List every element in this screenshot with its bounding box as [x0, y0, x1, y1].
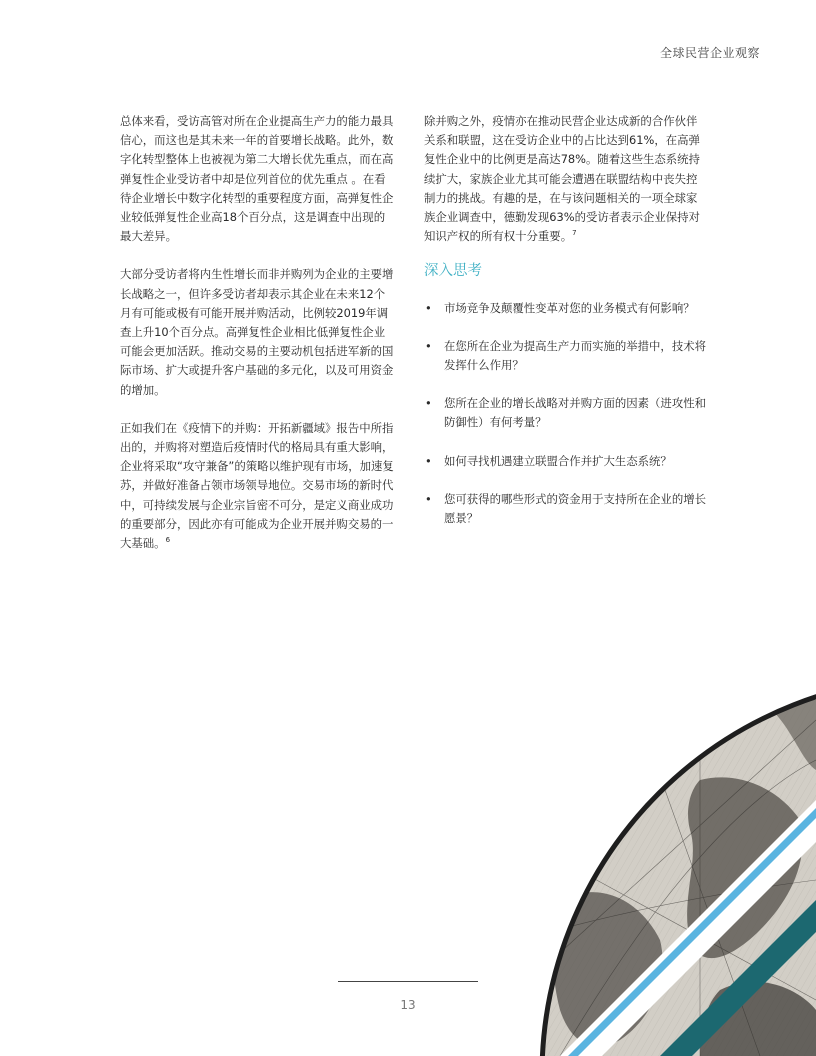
footer-rule	[338, 981, 478, 982]
light-blue-stripe	[568, 808, 816, 1056]
question-item	[424, 337, 706, 375]
globe-rim	[542, 677, 816, 1056]
right-column	[424, 112, 706, 547]
left-column	[120, 112, 394, 572]
body-paragraph	[120, 112, 394, 246]
landmass-coast	[552, 892, 662, 1046]
white-stripe	[560, 800, 816, 1056]
question-text: 如何寻找机遇建立联盟合作并扩大生态系统？	[444, 453, 672, 468]
body-paragraph	[424, 112, 706, 246]
section-title: 深入思考	[424, 263, 482, 280]
question-text: 您所在企业的增长战略对并购方面的因素（进攻性和防御性）有何考量？	[444, 396, 706, 430]
landmass-north	[640, 681, 816, 770]
landmass-europe	[687, 777, 802, 958]
question-item	[424, 452, 706, 471]
body-paragraph	[120, 419, 394, 553]
bullet-icon: •	[425, 396, 432, 411]
paragraph-text: 大部分受访者将内生性增长而非并购列为企业的主要增长战略之一，但许多受访者却表示其企业在未来12个月有可能或极有可能开展并购活动，比例较2019年调查上升10个百分点。高弹复性企业相比低弹复性企业可能会更加活跃。推动交易的主要动机包括进军新的国际市场、扩大或提升客户基础的多元化，以及可用资金的增加。	[120, 267, 394, 397]
paragraph-text: 总体来看，受访高管对所在企业提高生产力的能力最具信心，而这也是其未来一年的首要增长战略。此外，数字化转型整体上也被视为第二大增长优先重点，而在高弹复性企业受访者中却是位列首位的优先重点 。在看待企业增长中数字化转型的重要程度方面，高弹复性企业较低弹复性企业高18个百分点，这是调查中出现的最大差异。	[120, 114, 394, 244]
running-header: 全球民营企业观察	[659, 46, 760, 60]
question-text: 您可获得的哪些形式的资金用于支持所在企业的增长愿景？	[444, 491, 706, 526]
question-item	[424, 490, 706, 528]
paragraph-text: 除并购之外，疫情亦在推动民营企业达成新的合作伙伴关系和联盟，这在受访企业中的占比达到61%，在高弹复性企业中的比例更是高达78%。随着这些生态系统持续扩大，家族企业尤其可能会遭遇在联盟结构中丧失控制力的挑战。有趣的是，在与该问题相关的一项全球家族企业调查中，德勤发现63%的受访者表示企业保持对知识产权的所有权十分重要。	[424, 114, 700, 244]
bullet-icon: •	[425, 300, 432, 315]
bullet-icon: •	[425, 491, 432, 506]
page-number: 13	[400, 998, 416, 1012]
body-paragraph	[120, 265, 394, 399]
footnote-ref: 7	[572, 229, 577, 238]
question-text: 市场竞争及颠覆性变革对您的业务模式有何影响？	[444, 300, 695, 315]
question-item	[424, 299, 706, 318]
paragraph-text: 正如我们在《疫情下的并购：开拓新疆域》报告中所指出的，并购将对塑造后疫情时代的格局具有重大影响，企业将采取“攻守兼备”的策略以维护现有市场，加速复苏，并做好准备占领市场领导地位。交易市场的新时代中，可持续发展与企业宗旨密不可分，是定义商业成功的重要部分，因此亦有可能成为企业开展并购交易的一大基础。	[120, 420, 394, 551]
bullet-icon: •	[425, 338, 432, 353]
question-list	[424, 299, 706, 529]
footnote-ref: 6	[165, 536, 171, 545]
globe-ocean	[500, 640, 816, 1056]
question-text: 在您所在企业为提高生产力而实施的举措中，技术将发挥什么作用？	[444, 338, 706, 373]
dark-teal-stripe	[660, 900, 816, 1056]
bullet-icon: •	[425, 453, 432, 468]
question-item	[424, 394, 706, 432]
